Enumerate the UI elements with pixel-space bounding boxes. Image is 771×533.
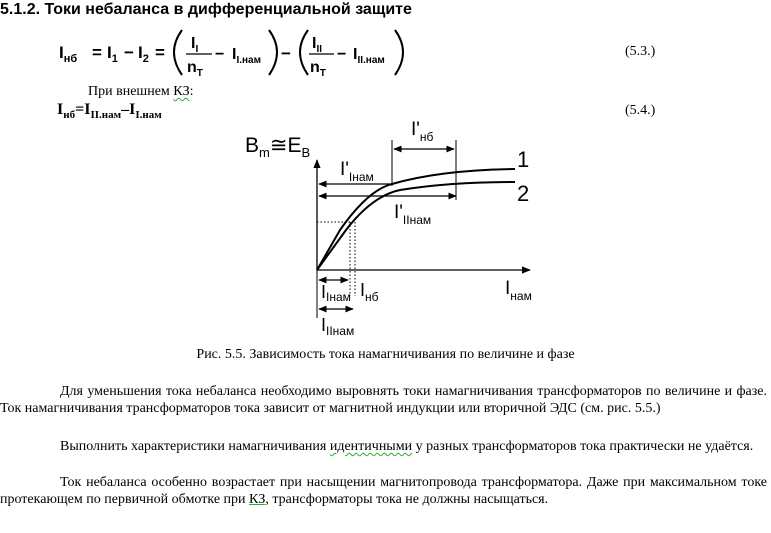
i-prime-nb-label: $I'_{нб}$ bbox=[411, 119, 434, 144]
f1-i2-main: I bbox=[138, 43, 143, 62]
f2-a-sub: II.нам bbox=[90, 109, 122, 122]
figure-caption: Рис. 5.5. Зависимость тока намагничивания по величине и фазе bbox=[196, 347, 575, 362]
f1-frac1-den-main: n bbox=[187, 59, 197, 76]
i-iinam-label: $I_{IIнам}$ bbox=[321, 315, 355, 338]
f2-b-sub: I.нам bbox=[135, 109, 162, 122]
f1-mag1-main: I bbox=[232, 46, 237, 63]
paragraph-1: Для уменьшения тока небаланса необходимо выровнять токи намагничивания трансформаторов по величине и фазе. Ток намагничивания трансформаторов тока зависит от магнитной индукции или вторичной ЭДС (см. рис. 5.5.) bbox=[0, 384, 767, 416]
f1-frac2-den-main: n bbox=[310, 59, 320, 76]
f2-a-main: I bbox=[84, 101, 91, 118]
p3-before: Ток небаланса особенно возрастает при насыщении магнитопровода трансформатора. Даже при максимальном токе протекающем по первичной обмотке при bbox=[0, 475, 767, 507]
kz-suffix: : bbox=[189, 84, 194, 99]
i-prime-inam-label: $I'_{Iнам}$ bbox=[340, 159, 374, 184]
f1-frac1-num-sub: I bbox=[195, 44, 199, 55]
f1-minus-2: − bbox=[215, 46, 225, 63]
f1-frac1-den-sub: T bbox=[196, 68, 203, 79]
f1-i2-sub: 2 bbox=[142, 53, 149, 65]
f1-frac2-num-main: I bbox=[312, 35, 317, 52]
f1-i1-sub: 1 bbox=[111, 53, 118, 65]
f1-mag2-main: I bbox=[353, 46, 358, 63]
f1-lhs-main: I bbox=[59, 43, 64, 62]
paragraph-2 bbox=[0, 438, 767, 455]
f1-mag2-sub: II.нам bbox=[357, 55, 385, 66]
f1-frac2-den-sub: T bbox=[319, 68, 326, 79]
x-axis-label: $I_{нам}$ bbox=[505, 278, 532, 303]
f1-mag1-sub: I.нам bbox=[236, 55, 262, 66]
f1-eq-2: = bbox=[155, 43, 165, 62]
f1-frac1-num-main: I bbox=[191, 35, 196, 52]
f1-minus-4: − bbox=[337, 46, 347, 63]
i-inam-label: IIнам bbox=[321, 282, 351, 304]
p2-underlined-word: идентичными bbox=[329, 439, 413, 454]
kz-abbr: КЗ bbox=[173, 84, 190, 99]
f1-lhs-sub: нб bbox=[63, 53, 78, 65]
curve-1-label: 1 bbox=[517, 147, 530, 172]
curve-2-label: 2 bbox=[517, 181, 530, 206]
p3-after: , трансформаторы тока не должны насыщаться. bbox=[265, 492, 549, 507]
i-prime-iinam-label: $I'_{IIнам}$ bbox=[394, 202, 432, 227]
f2-eq: = bbox=[75, 101, 85, 118]
f1-i1-main: I bbox=[107, 43, 112, 62]
f2-minus: – bbox=[121, 101, 130, 118]
section-heading: 5.1.2. Токи небаланса в дифференциальной защите bbox=[0, 1, 412, 18]
equation-number-5-4: (5.4.) bbox=[625, 103, 656, 118]
y-axis-label: $B_m≅E_B$ bbox=[245, 134, 311, 160]
p2-before: Выполнить характеристики намагничивания bbox=[60, 439, 330, 454]
equation-number-5-3: (5.3.) bbox=[625, 44, 656, 59]
f1-frac2-num-sub: II bbox=[316, 44, 323, 55]
paragraph-3 bbox=[0, 474, 767, 508]
f2-lhs-main: I bbox=[57, 101, 64, 118]
p2-after: у разных трансформаторов тока практически не удаётся. bbox=[412, 439, 754, 454]
f1-minus-1: − bbox=[124, 43, 134, 62]
f1-eq: = bbox=[92, 43, 102, 62]
kz-prefix: При внешнем bbox=[88, 84, 174, 99]
i-nb-label: $I_{нб}$ bbox=[360, 280, 379, 304]
f2-b-main: I bbox=[129, 101, 136, 118]
p3-kz: КЗ bbox=[249, 492, 266, 507]
f2-lhs-sub: нб bbox=[63, 109, 76, 122]
f1-minus-3: − bbox=[281, 44, 291, 63]
